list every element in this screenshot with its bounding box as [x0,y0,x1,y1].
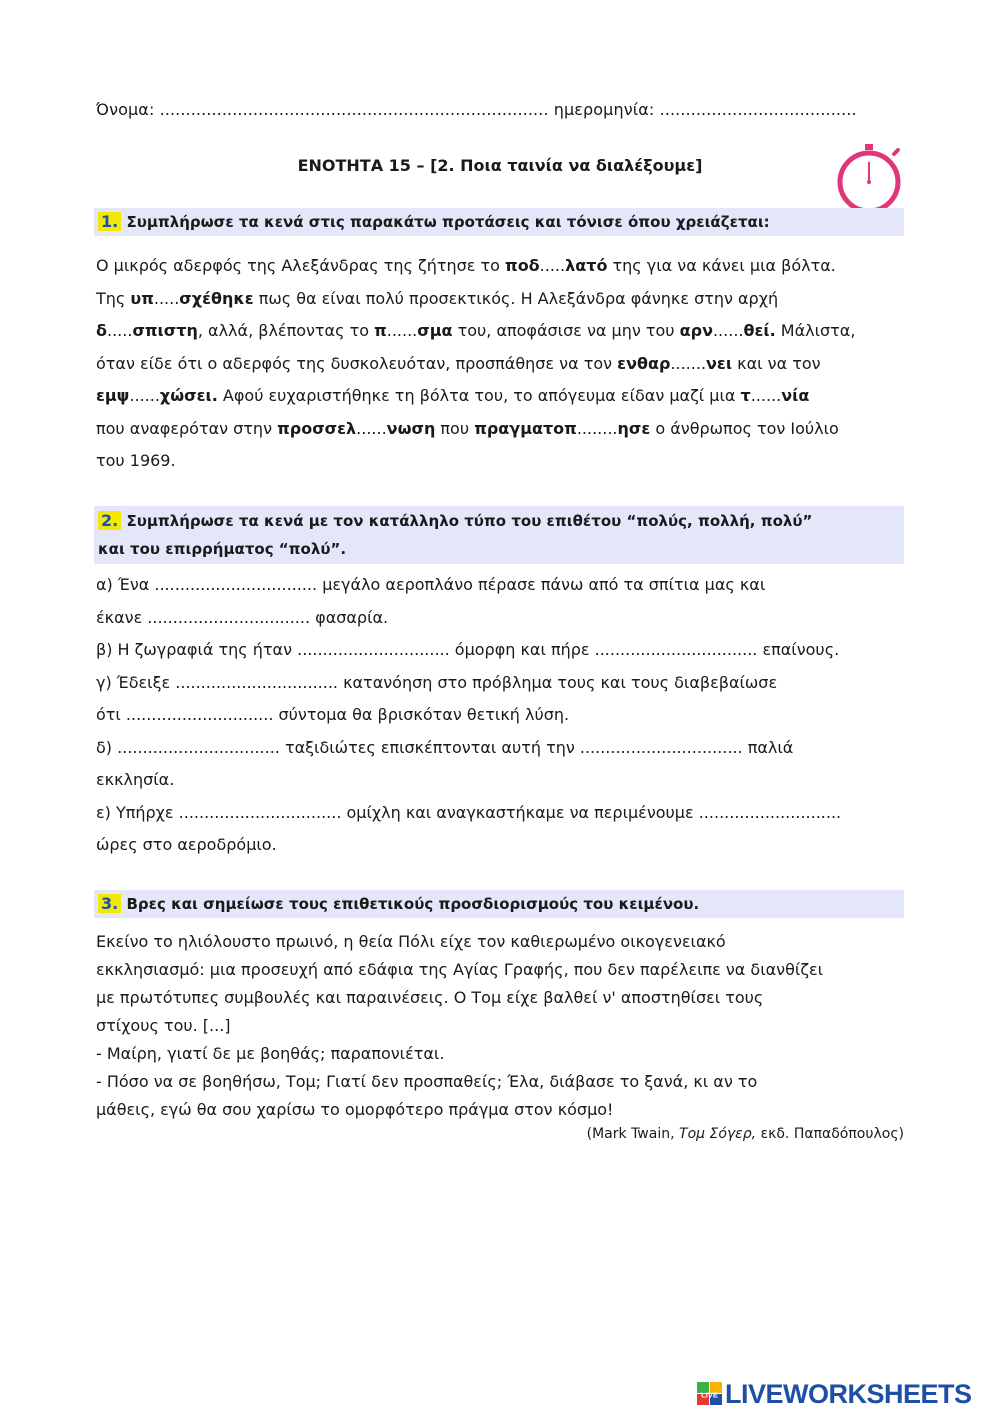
excerpt-line: στίχους του. [...] [96,1016,231,1035]
text-fragment: ..... [539,256,566,275]
stopwatch-icon [830,142,908,218]
logo-live-text: LIVE [701,1390,718,1400]
text-fragment: ...... [750,386,782,405]
section-1-text [96,250,908,478]
credit-publisher: εκδ. Παπαδόπουλος) [756,1126,904,1142]
text-fragment: ....... [670,353,707,373]
liveworksheets-brand[interactable] [697,1380,972,1408]
section-2-title-line-2: και του επιρρήματος “πολύ”. [98,540,347,558]
section-3-number: 3. [98,894,121,913]
text-fragment: ...... [356,418,387,438]
fill-word-fragment: χώσει. [159,386,218,405]
text-fragment: όταν είδε ότι ο αδερφός της δυσκολευόταν, προσπάθησε να τον [96,353,618,373]
section-1-line [96,380,908,413]
fill-word-fragment: ενθαρ [617,353,671,373]
text-fragment: Ο μικρός αδερφός της Αλεξάνδρας της ζήτησε το [96,256,506,275]
section-1-line [96,413,908,446]
fill-word-fragment: εμψ [96,386,130,405]
excerpt-line: με πρωτότυπες συμβουλές και παραινέσεις. Ο Τομ είχε βαλθεί ν' αποστηθίσει τους [96,988,764,1007]
section-1-line [96,445,908,478]
text-fragment: , αλλά, βλέποντας το [197,321,375,340]
section-1-line [96,283,908,316]
fill-word-fragment: νία [781,386,810,405]
fill-word-fragment: προσσελ [277,418,357,438]
text-fragment: του, αποφάσισε να μην του [452,321,680,340]
text-fragment: Της [96,288,131,308]
excerpt-line: Εκείνο το ηλιόλουστο πρωινό, η θεία Πόλι είχε τον καθιερωμένο οικογενειακό [96,932,726,951]
fill-word-fragment: λατό [565,256,608,275]
fill-word-fragment: σμα [417,321,453,340]
fill-word-fragment: νωση [386,418,436,438]
excerpt-line: εκκλησιασμό: μια προσευχή από εδάφια της Αγίας Γραφής, που δεν παρέλειπε να διανθίζει [96,960,824,979]
section-3-excerpt [96,928,908,1124]
fill-word-fragment: π [374,321,387,340]
brand-name: LIVEWORKSHEETS [725,1378,972,1409]
fill-word-fragment: πραγματοπ [474,418,577,438]
fill-word-fragment: θεί. [743,321,776,340]
section-1-heading [94,208,904,236]
section-2-heading [94,506,904,564]
section-1-line [96,348,908,381]
excerpt-line: μάθεις, εγώ θα σου χαρίσω το ομορφότερο πράγμα στον κόσμο! [96,1100,614,1119]
section-2-number: 2. [98,511,121,530]
fill-word-fragment: ποδ [505,256,540,275]
section-2-title-line-1: Συμπλήρωσε τα κενά με τον κατάλληλο τύπο του επιθέτου “πολύς, πολλή, πολύ” [126,512,813,530]
source-credit [587,1126,904,1142]
credit-author: (Mark Twain, [586,1126,680,1142]
exercise-line: α) Ένα ................................ μεγάλο αεροπλάνο πέρασε πάνω από τα σπίτια μας και [96,575,766,594]
section-2-exercises [96,569,908,862]
section-3-title: Βρες και σημείωσε τους επιθετικούς προσδιορισμούς του κειμένου. [126,895,700,913]
exercise-line: ώρες στο αεροδρόμιο. [96,835,277,854]
text-fragment: ..... [107,321,133,340]
excerpt-line: - Πόσο να σε βοηθήσω, Τομ; Γιατί δεν προσπαθείς; Έλα, διάβασε το ξανά, κι αν το [96,1072,758,1091]
exercise-line: ότι ............................. σύντομα θα βρισκόταν θετική λύση. [96,705,570,724]
text-fragment: Μάλιστα, [775,321,856,340]
text-fragment: ...... [712,321,744,340]
exercise-line: ε) Υπήρχε ................................ ομίχλη και αναγκαστήκαμε να περιμένουμε ............................ [96,802,842,822]
text-fragment: ........ [576,418,618,438]
text-fragment: και να τον [732,353,821,373]
fill-word-fragment: σχέθηκε [179,288,254,308]
exercise-line: εκκλησία. [96,770,175,789]
exercise-line: έκανε ................................ φασαρία. [96,607,389,627]
fill-word-fragment: τ [740,386,751,405]
exercise-line: β) Η ζωγραφιά της ήταν .............................. όμορφη και πήρε ................................ επαίνους. [96,640,840,659]
text-fragment: πως θα είναι πολύ προσεκτικός. Η Αλεξάνδρα φάνηκε στην αρχή [253,288,779,308]
excerpt-line: - Μαίρη, γιατί δε με βοηθάς; παραπονιέται. [96,1044,445,1063]
section-1-number: 1. [98,212,121,231]
text-fragment: ...... [386,321,418,340]
exercise-line: γ) Έδειξε ................................ κατανόηση στο πρόβλημα τους και τους διαβεβαίωσε [96,672,778,692]
page-title: ΕΝΟΤΗΤΑ 15 – [2. Ποια ταινία να διαλέξουμε] [297,156,703,175]
section-1-line [96,315,908,348]
fill-word-fragment: ησε [617,418,651,438]
text-fragment: ...... [129,386,160,405]
fill-word-fragment: σπιστη [132,321,198,340]
text-fragment: ..... [153,288,180,308]
credit-book-title: Τομ Σόγερ, [679,1126,757,1142]
text-fragment: που [435,418,475,438]
text-fragment: που αναφερόταν στην [96,418,278,438]
fill-word-fragment: νει [706,353,733,373]
text-fragment: ο άνθρωπος τον Ιούλιο [650,418,839,438]
fill-word-fragment: δ [96,321,107,340]
fill-word-fragment: αρν [679,321,713,340]
exercise-line: δ) ................................ ταξιδιώτες επισκέπτονται αυτή την ................................ παλιά [96,737,794,757]
text-fragment: του 1969. [96,451,176,470]
section-1-title: Συμπλήρωσε τα κενά στις παρακάτω προτάσεις και τόνισε όπου χρειάζεται: [126,213,770,231]
text-fragment: της για να κάνει μια βόλτα. [607,256,836,275]
section-1-line [96,250,908,283]
liveworksheets-logo-icon [697,1382,723,1406]
fill-word-fragment: υπ [130,288,154,308]
section-3-heading [94,890,904,918]
text-fragment: Αφού ευχαριστήθηκε τη βόλτα του, το απόγευμα είδαν μαζί μια [217,386,741,405]
name-date-line: Όνομα: ........................................................................... ημερομηνία: ...................................... [96,100,857,119]
